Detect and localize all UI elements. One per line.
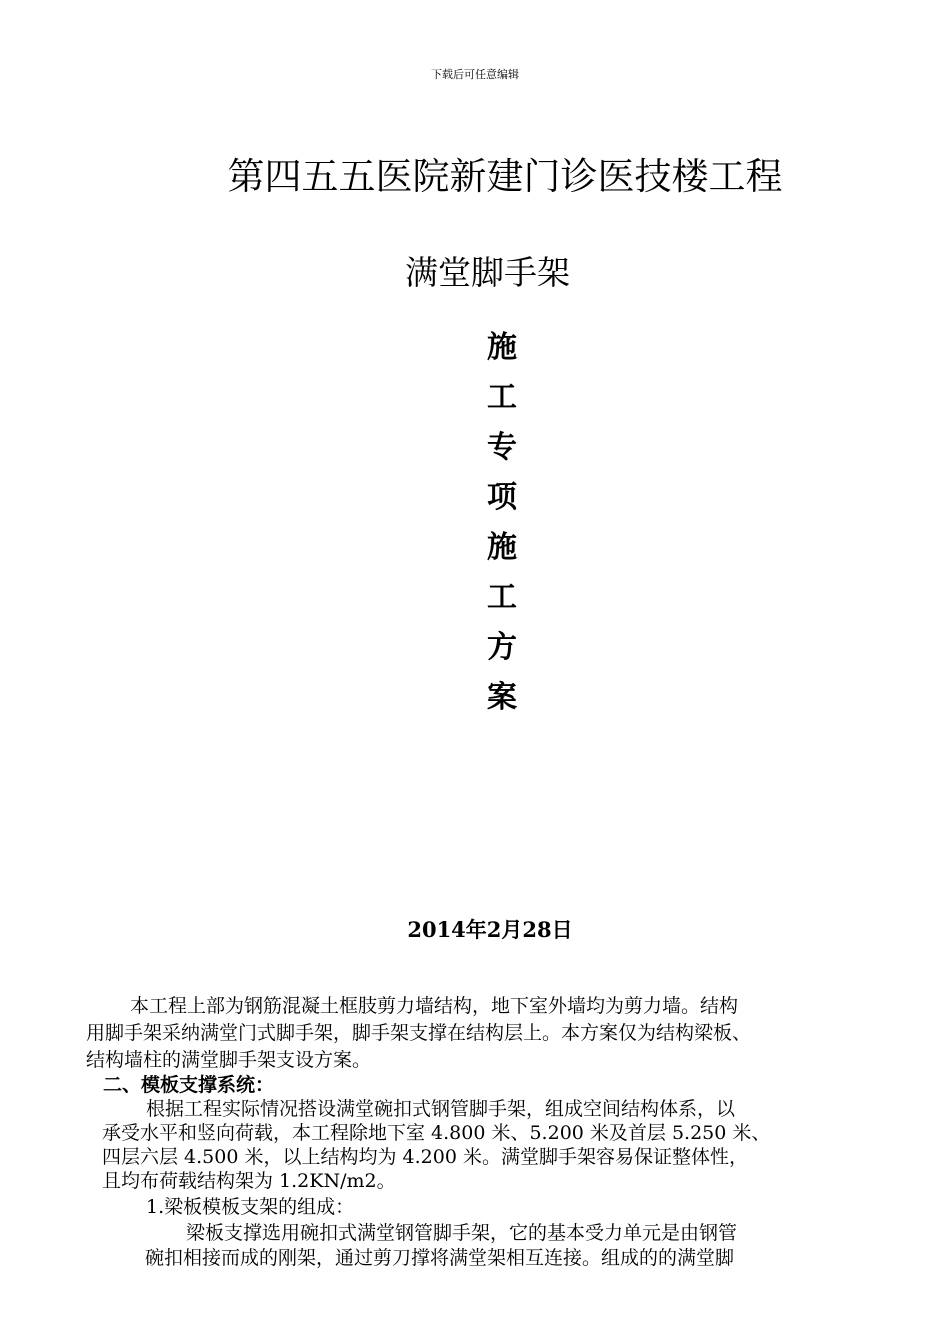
- intro-line: 本工程上部为钢筋混凝土框肢剪力墙结构，地下室外墙均为剪力墙。结构: [130, 995, 739, 1017]
- section-heading: 二、模板支撑系统：: [103, 1074, 275, 1096]
- scaffold-title: 满堂脚手架: [405, 253, 570, 292]
- vertical-title-char: 工: [487, 380, 517, 415]
- vertical-title-char: 施: [487, 330, 517, 365]
- subsection-line: 梁板支撑选用碗扣式满堂钢管脚手架，它的基本受力单元是由钢管: [186, 1222, 738, 1244]
- intro-line: 用脚手架采纳满堂门式脚手架，脚手架支撑在结构层上。本方案仅为结构梁板、: [86, 1022, 752, 1044]
- section-line: 四层六层 4.500 米，以上结构均为 4.200 米。满堂脚手架容易保证整体性，: [102, 1146, 748, 1168]
- vertical-title-char: 项: [487, 480, 517, 515]
- document-date: 2014年2月28日: [407, 917, 573, 942]
- section-line: 根据工程实际情况搭设满堂碗扣式钢管脚手架，组成空间结构体系，以: [146, 1098, 736, 1120]
- project-title: 第四五五医院新建门诊医技楼工程: [227, 155, 783, 198]
- subsection-heading: 1.梁板模板支架的组成：: [146, 1196, 355, 1218]
- intro-line: 结构墙柱的满堂脚手架支设方案。: [86, 1049, 372, 1071]
- page-header: 下载后可任意编辑: [431, 68, 519, 81]
- vertical-title-char: 方: [487, 630, 517, 665]
- vertical-title-char: 专: [487, 430, 517, 465]
- vertical-title-char: 工: [487, 580, 517, 615]
- section-line: 承受水平和竖向荷载，本工程除地下室 4.800 米、5.200 米及首层 5.250 米、: [102, 1122, 771, 1144]
- subsection-line: 碗扣相接而成的刚架，通过剪刀撑将满堂架相互连接。组成的的满堂脚: [145, 1247, 735, 1269]
- vertical-title-char: 施: [487, 530, 517, 565]
- vertical-title-char: 案: [487, 680, 517, 715]
- section-line: 且均布荷载结构架为 1.2KN/m2。: [102, 1170, 396, 1192]
